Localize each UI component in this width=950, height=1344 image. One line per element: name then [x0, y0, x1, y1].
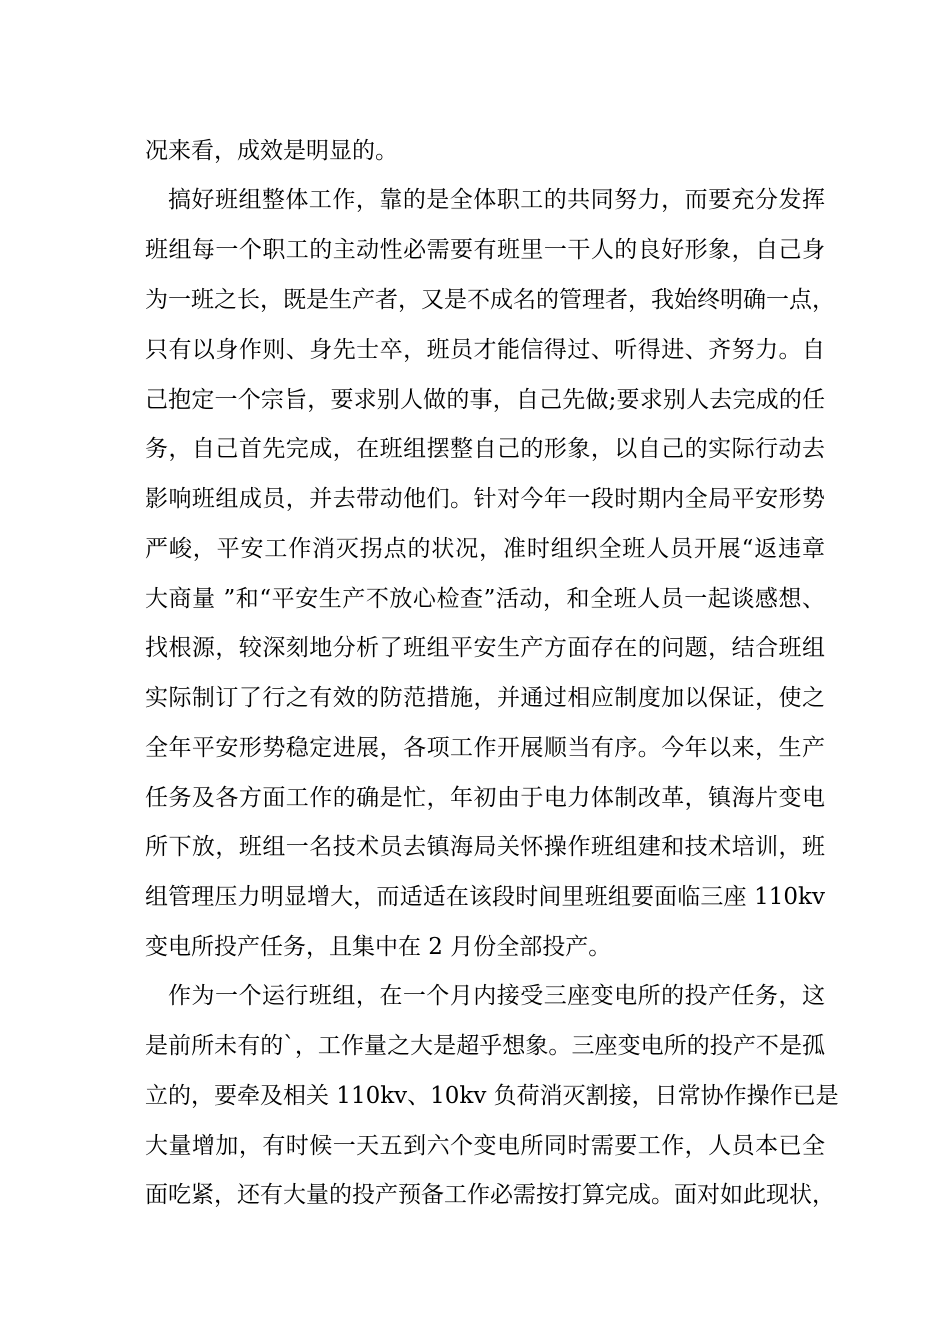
text-line-16: 组管理压力明显增大，而适适在该段时间里班组要面临三座 110kv [145, 884, 825, 910]
text-line-14: 任务及各方面工作的确是忙，年初由于电力体制改革，镇海片变电 [145, 785, 825, 811]
text-line-8: 影响班组成员，并去带动他们。针对今年一段时期内全局平安形势 [145, 486, 825, 512]
text-line-1: 况来看，成效是明显的。 [145, 138, 398, 164]
text-line-11: 找根源，较深刻地分析了班组平安生产方面存在的问题，结合班组 [145, 635, 825, 661]
text-line-20: 立的，要牵及相关 110kv、10kv 负荷消灭割接，日常协作操作已是 [145, 1083, 839, 1109]
text-line-5: 只有以身作则、身先士卒，班员才能信得过、听得进、齐努力。自 [145, 337, 825, 363]
text-line-12: 实际制订了行之有效的防范措施，并通过相应制度加以保证，使之 [145, 685, 825, 711]
text-line-19: 是前所未有的`，工作量之大是超乎想象。三座变电所的投产不是孤 [145, 1033, 825, 1059]
text-line-6: 己抱定一个宗旨，要求别人做的事，自己先做;要求别人去完成的任 [145, 387, 825, 413]
text-line-21: 大量增加，有时候一天五到六个变电所同时需要工作，人员本已全 [145, 1133, 825, 1159]
text-line-18: 作为一个运行班组，在一个月内接受三座变电所的投产任务，这 [168, 983, 825, 1009]
text-line-10: 大商量 ”和“平安生产不放心检查”活动，和全班人员一起谈感想、 [145, 586, 825, 612]
text-line-15: 所下放，班组一名技术员去镇海局关怀操作班组建和技术培训，班 [145, 834, 825, 860]
text-line-9: 严峻，平安工作消灭拐点的状况，准时组织全班人员开展“返违章 [145, 536, 825, 562]
text-line-22: 面吃紧，还有大量的投产预备工作必需按打算完成。面对如此现状， [145, 1182, 835, 1208]
text-line-4: 为一班之长，既是生产者，又是不成名的管理者，我始终明确一点， [145, 287, 835, 313]
text-line-17: 变电所投产任务，且集中在 2 月份全部投产。 [145, 934, 612, 960]
text-line-13: 全年平安形势稳定进展，各项工作开展顺当有序。今年以来，生产 [145, 735, 825, 761]
text-line-3: 班组每一个职工的主动性必需要有班里一干人的良好形象，自己身 [145, 237, 825, 263]
text-line-7: 务，自己首先完成，在班组摆整自己的形象，以自己的实际行动去 [145, 436, 825, 462]
text-line-2: 搞好班组整体工作，靠的是全体职工的共同努力，而要充分发挥 [168, 187, 825, 213]
